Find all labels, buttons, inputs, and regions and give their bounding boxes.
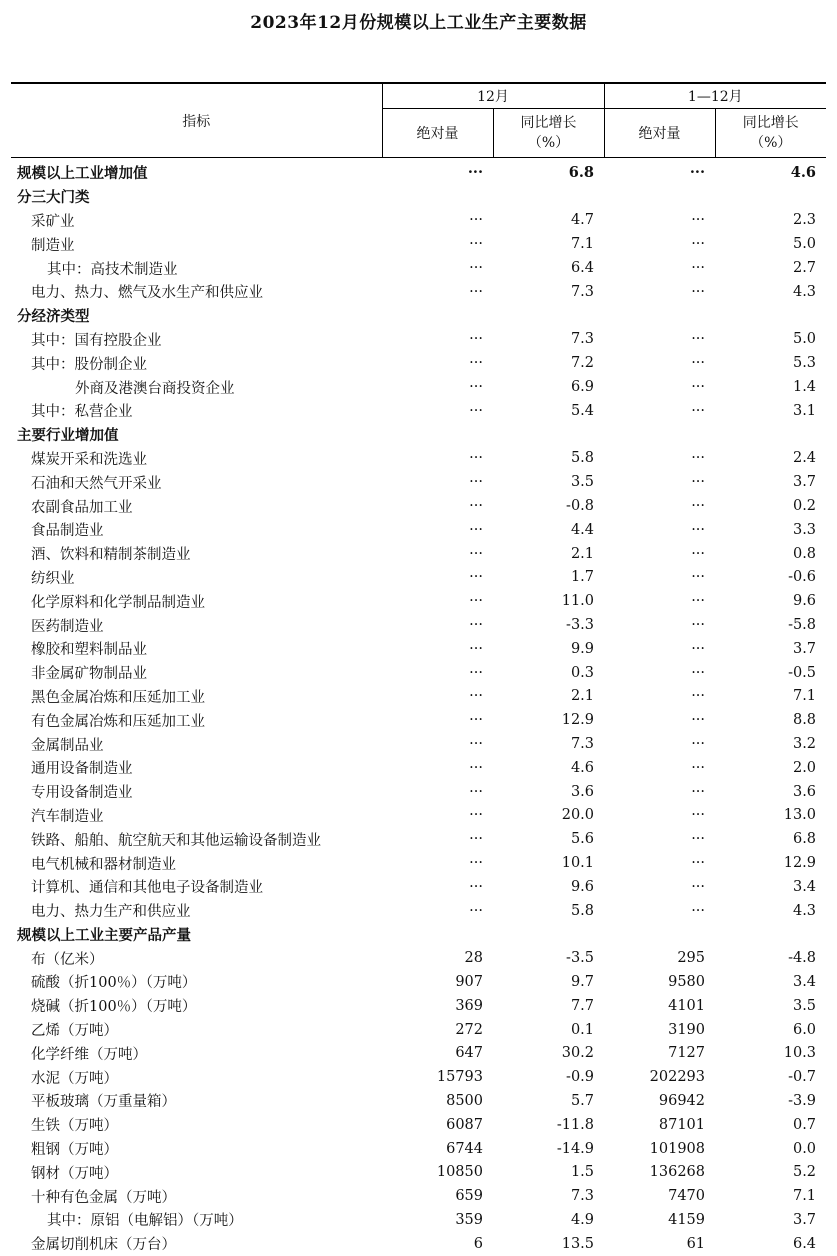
table-row — [11, 518, 826, 542]
table-row — [11, 732, 826, 756]
ytd-yoy-value: 3.3 — [792, 521, 817, 538]
ytd-yoy-value: 9.6 — [792, 593, 817, 610]
month-abs-value: 907 — [455, 973, 483, 990]
table-row — [11, 399, 826, 423]
row-indicator-name: 生铁（万吨） — [31, 1118, 118, 1135]
month-yoy-value — [493, 304, 604, 328]
month-abs-value: ··· — [469, 640, 483, 657]
month-abs-value: ··· — [469, 521, 483, 538]
ytd-abs-value: ··· — [691, 712, 706, 729]
row-indicator-name: 粗钢（万吨） — [31, 1142, 118, 1159]
month-yoy-value: 4.7 — [570, 212, 595, 229]
ytd-abs-value: ··· — [691, 902, 706, 919]
table-row — [11, 209, 826, 233]
ytd-yoy-value: 4.3 — [792, 902, 817, 919]
row-indicator-name: 制造业 — [31, 237, 75, 254]
row-indicator-name: 其中：高技术制造业 — [47, 261, 178, 278]
table-row — [11, 780, 826, 804]
month-yoy-value: 1.7 — [570, 569, 595, 586]
month-yoy-value: 7.7 — [570, 997, 595, 1014]
month-yoy-value: 11.0 — [561, 593, 595, 610]
month-abs-value: 8500 — [446, 1092, 483, 1109]
table-row — [11, 827, 826, 851]
row-indicator-name: 专用设备制造业 — [31, 785, 133, 802]
table-row — [11, 232, 826, 256]
month-yoy-value: 12.9 — [561, 712, 595, 729]
month-yoy-value: 9.6 — [570, 878, 595, 895]
table-row — [11, 256, 826, 280]
month-abs-value: ··· — [469, 902, 483, 919]
month-abs-value: 6 — [473, 1235, 483, 1252]
month-abs-value: 6087 — [446, 1116, 483, 1133]
ytd-yoy-value: -0.6 — [788, 569, 817, 586]
month-abs-value: ··· — [469, 355, 483, 372]
month-abs-value: ··· — [469, 283, 483, 300]
table-row — [11, 1232, 826, 1256]
ytd-abs-value — [604, 304, 715, 328]
month-abs-value: ··· — [469, 545, 483, 562]
ytd-abs-value: ··· — [691, 688, 706, 705]
ytd-yoy-value: 5.2 — [792, 1164, 817, 1181]
row-indicator-name: 规模以上工业增加值 — [17, 165, 148, 183]
table-row — [11, 185, 826, 209]
table-row — [11, 566, 826, 590]
month-yoy-value: 3.6 — [570, 783, 595, 800]
month-yoy-value: 6.9 — [570, 379, 595, 396]
table-row — [11, 637, 826, 661]
ytd-yoy-value: 5.0 — [792, 331, 817, 348]
ytd-yoy-value: 2.7 — [792, 260, 817, 277]
month-abs-value: ··· — [469, 593, 483, 610]
ytd-abs-value: ··· — [691, 355, 706, 372]
ytd-abs-value: ··· — [691, 759, 706, 776]
ytd-abs-header — [604, 109, 715, 158]
table-row — [11, 946, 826, 970]
yoy-label: 同比增长 — [742, 115, 799, 131]
ytd-abs-value: ··· — [691, 521, 706, 538]
ytd-abs-value: ··· — [691, 260, 706, 277]
ytd-abs-value: ··· — [691, 450, 706, 467]
row-indicator-name: 其中：股份制企业 — [31, 356, 147, 373]
ytd-abs-value: 9580 — [668, 973, 706, 990]
month-yoy-value: 7.1 — [570, 236, 595, 253]
row-indicator-name: 农副食品加工业 — [31, 499, 133, 516]
table-row — [11, 661, 826, 685]
ytd-yoy-value: 3.7 — [792, 1211, 817, 1228]
month-yoy-value — [493, 185, 604, 209]
ytd-yoy-value: 0.7 — [792, 1116, 817, 1133]
row-indicator-name: 分经济类型 — [17, 308, 90, 326]
ytd-yoy-value: 4.6 — [790, 164, 817, 182]
row-indicator-name: 主要行业增加值 — [17, 427, 119, 445]
ytd-abs-value: ··· — [691, 664, 706, 681]
ytd-yoy-value: 4.3 — [792, 283, 817, 300]
ytd-abs-value: ··· — [691, 331, 706, 348]
table-row — [11, 304, 826, 328]
month-yoy-value — [493, 923, 604, 947]
month-yoy-value: 5.8 — [570, 902, 595, 919]
ytd-abs-value: ··· — [691, 593, 706, 610]
row-indicator-name: 化学纤维（万吨） — [31, 1046, 147, 1063]
ytd-abs-value — [604, 423, 715, 447]
ytd-abs-value: 87101 — [658, 1116, 706, 1133]
ytd-abs-value: 3190 — [668, 1021, 706, 1038]
month-yoy-header — [493, 109, 604, 158]
ytd-yoy-value: 3.5 — [792, 997, 817, 1014]
table-row — [11, 375, 826, 399]
ytd-abs-value: ··· — [689, 164, 706, 182]
month-abs-value: 359 — [455, 1211, 483, 1228]
month-yoy-value: 6.4 — [570, 260, 595, 277]
month-abs-value — [382, 185, 493, 209]
month-yoy-value: 2.1 — [570, 688, 595, 705]
month-yoy-value: 5.7 — [570, 1092, 595, 1109]
month-yoy-value: 4.9 — [570, 1211, 595, 1228]
month-yoy-value: 9.9 — [570, 640, 595, 657]
month-yoy-value: -11.8 — [556, 1116, 595, 1133]
industrial-data-table — [11, 82, 826, 1256]
ytd-yoy-value: -5.8 — [788, 617, 817, 634]
table-row — [11, 423, 826, 447]
month-abs-value: ··· — [469, 712, 483, 729]
month-yoy-value: 0.1 — [570, 1021, 595, 1038]
yoy-unit-label: （%） — [750, 135, 792, 151]
month-yoy-value: 7.3 — [570, 736, 595, 753]
month-yoy-value: 7.2 — [570, 355, 595, 372]
ytd-yoy-value: 3.7 — [792, 474, 817, 491]
ytd-yoy-value: 7.1 — [792, 688, 817, 705]
month-yoy-value: 30.2 — [561, 1045, 595, 1062]
ytd-yoy-value: 0.2 — [792, 498, 817, 515]
month-yoy-value: 4.4 — [570, 521, 595, 538]
ytd-yoy-value: -3.9 — [788, 1092, 817, 1109]
table-row — [11, 708, 826, 732]
ytd-abs-value — [604, 185, 715, 209]
ytd-yoy-value: 3.2 — [792, 736, 817, 753]
month-yoy-value: 7.3 — [570, 1188, 595, 1205]
row-indicator-name: 化学原料和化学制品制造业 — [31, 594, 205, 611]
ytd-abs-value: 4159 — [668, 1211, 706, 1228]
month-abs-value: 647 — [455, 1045, 483, 1062]
row-indicator-name: 通用设备制造业 — [31, 761, 133, 778]
month-abs-value — [382, 304, 493, 328]
month-abs-value: 6744 — [446, 1140, 483, 1157]
table-row — [11, 875, 826, 899]
month-yoy-value: 6.8 — [568, 164, 595, 182]
month-abs-value: 28 — [464, 950, 483, 967]
month-abs-value: ··· — [469, 331, 483, 348]
row-indicator-name: 烧碱（折100％）（万吨） — [31, 999, 197, 1016]
row-indicator-name: 汽车制造业 — [31, 808, 104, 825]
ytd-abs-value: ··· — [691, 212, 706, 229]
ytd-abs-value: ··· — [691, 736, 706, 753]
abs-label: 绝对量 — [638, 126, 681, 142]
table-row — [11, 613, 826, 637]
month-yoy-value: 9.7 — [570, 973, 595, 990]
month-abs-value: 272 — [455, 1021, 483, 1038]
table-row — [11, 328, 826, 352]
month-abs-value: ··· — [469, 379, 483, 396]
month-abs-value — [382, 423, 493, 447]
row-indicator-name: 黑色金属冶炼和压延加工业 — [31, 689, 205, 706]
ytd-yoy-value: 5.0 — [792, 236, 817, 253]
ytd-abs-value: ··· — [691, 783, 706, 800]
row-indicator-name: 煤炭开采和洗选业 — [31, 451, 147, 468]
ytd-abs-value: ··· — [691, 831, 706, 848]
ytd-abs-value: ··· — [691, 379, 706, 396]
table-row — [11, 1018, 826, 1042]
ytd-yoy-value: 6.4 — [792, 1235, 817, 1252]
table-row — [11, 1089, 826, 1113]
row-indicator-name: 分三大门类 — [17, 189, 90, 207]
ytd-yoy-value: 2.4 — [792, 450, 817, 467]
row-indicator-name: 金属切削机床（万台） — [31, 1237, 176, 1254]
ytd-yoy-value — [715, 923, 826, 947]
abs-label: 绝对量 — [416, 126, 459, 142]
row-indicator-name: 电力、热力生产和供应业 — [31, 904, 191, 921]
table-row — [11, 542, 826, 566]
table-row — [11, 923, 826, 947]
table-row — [11, 589, 826, 613]
month-yoy-value: 7.3 — [570, 283, 595, 300]
ytd-yoy-value: 13.0 — [783, 807, 817, 824]
month-yoy-value: -0.9 — [566, 1069, 595, 1086]
table-row — [11, 280, 826, 304]
ytd-abs-value: ··· — [691, 807, 706, 824]
month-abs-value: ··· — [469, 450, 483, 467]
ytd-yoy-value: 3.7 — [792, 640, 817, 657]
table-row — [11, 756, 826, 780]
ytd-abs-value: ··· — [691, 402, 706, 419]
row-indicator-name: 平板玻璃（万重量箱） — [31, 1094, 176, 1111]
month-abs-value: ··· — [469, 402, 483, 419]
row-indicator-name: 电力、热力、燃气及水生产和供应业 — [31, 285, 263, 302]
month-abs-value: ··· — [469, 498, 483, 515]
month-abs-value — [382, 923, 493, 947]
ytd-yoy-value: 3.4 — [792, 878, 817, 895]
ytd-abs-value: 4101 — [668, 997, 706, 1014]
yoy-unit-label: （%） — [527, 135, 570, 151]
month-yoy-value: 13.5 — [561, 1235, 595, 1252]
ytd-yoy-value — [715, 423, 826, 447]
ytd-abs-value: ··· — [691, 878, 706, 895]
month-abs-header — [382, 109, 493, 158]
month-yoy-value: -14.9 — [556, 1140, 595, 1157]
ytd-abs-value: 96942 — [658, 1092, 706, 1109]
month-yoy-value: -3.5 — [566, 950, 595, 967]
month-yoy-value: 0.3 — [570, 664, 595, 681]
table-row — [11, 1160, 826, 1184]
ytd-abs-value: 7470 — [668, 1188, 706, 1205]
page-title: 2023年12月份规模以上工业生产主要数据 — [250, 13, 587, 33]
ytd-abs-value — [604, 923, 715, 947]
row-indicator-name: 其中：国有控股企业 — [31, 332, 162, 349]
month-abs-value: ··· — [469, 212, 483, 229]
ytd-group-header: 1—12月 — [604, 83, 826, 109]
table-row — [11, 351, 826, 375]
month-abs-value: ··· — [467, 164, 483, 182]
row-indicator-name: 硫酸（折100％）（万吨） — [31, 975, 197, 992]
row-indicator-name: 非金属矿物制品业 — [31, 666, 147, 683]
month-abs-value: ··· — [469, 236, 483, 253]
month-yoy-value: 7.3 — [570, 331, 595, 348]
month-abs-value: 659 — [455, 1188, 483, 1205]
ytd-yoy-value: 6.8 — [792, 831, 817, 848]
month-yoy-value: 1.5 — [570, 1164, 595, 1181]
table-row — [11, 851, 826, 875]
month-abs-value: ··· — [469, 569, 483, 586]
month-yoy-value — [493, 423, 604, 447]
ytd-abs-value: 295 — [677, 950, 706, 967]
table-row — [11, 994, 826, 1018]
ytd-yoy-value: 12.9 — [783, 855, 817, 871]
row-indicator-name: 酒、饮料和精制茶制造业 — [31, 547, 191, 564]
ytd-abs-value: ··· — [691, 498, 706, 515]
month-abs-value: ··· — [469, 807, 483, 824]
row-indicator-name: 钢材（万吨） — [31, 1165, 118, 1182]
month-abs-value: 369 — [455, 997, 483, 1014]
table-row — [11, 1137, 826, 1161]
table-row — [11, 970, 826, 994]
ytd-abs-value: 136268 — [649, 1164, 706, 1181]
ytd-abs-value: ··· — [691, 855, 706, 871]
month-yoy-value: 5.8 — [570, 450, 595, 467]
month-abs-value: ··· — [469, 783, 483, 800]
ytd-abs-value: ··· — [691, 617, 706, 634]
table-row — [11, 494, 826, 518]
row-indicator-name: 其中：私营企业 — [31, 404, 133, 421]
month-yoy-value: -0.8 — [566, 498, 595, 515]
ytd-yoy-value — [715, 185, 826, 209]
ytd-yoy-value: 3.6 — [792, 783, 817, 800]
table-row — [11, 685, 826, 709]
month-abs-value: ··· — [469, 688, 483, 705]
row-indicator-name: 水泥（万吨） — [31, 1070, 118, 1087]
ytd-yoy-value: 8.8 — [792, 712, 817, 729]
ytd-yoy-value — [715, 304, 826, 328]
table-row — [11, 1208, 826, 1232]
ytd-abs-value: ··· — [691, 569, 706, 586]
month-abs-value: ··· — [469, 855, 483, 871]
ytd-yoy-value: 2.0 — [792, 759, 817, 776]
month-abs-value: ··· — [469, 736, 483, 753]
table-row — [11, 447, 826, 471]
ytd-yoy-value: -0.5 — [788, 664, 817, 681]
ytd-abs-value: ··· — [691, 545, 706, 562]
month-yoy-value: 5.4 — [570, 402, 595, 419]
month-abs-value: ··· — [469, 831, 483, 848]
month-abs-value: ··· — [469, 878, 483, 895]
table-row — [11, 1184, 826, 1208]
table-header — [11, 83, 826, 158]
ytd-abs-value: 202293 — [649, 1069, 706, 1086]
ytd-abs-value: ··· — [691, 474, 706, 491]
yoy-label: 同比增长 — [520, 115, 577, 131]
ytd-yoy-value: -0.7 — [788, 1069, 817, 1086]
table-body — [11, 158, 826, 1256]
month-abs-value: ··· — [469, 260, 483, 277]
ytd-yoy-value: -4.8 — [788, 950, 817, 967]
month-abs-value: 15793 — [436, 1069, 483, 1086]
row-indicator-name: 金属制品业 — [31, 737, 104, 754]
ytd-yoy-value: 6.0 — [792, 1021, 817, 1038]
ytd-yoy-value: 1.4 — [792, 379, 817, 396]
month-group-header: 12月 — [382, 83, 604, 109]
row-indicator-name: 电气机械和器材制造业 — [31, 856, 176, 873]
row-indicator-name: 石油和天然气开采业 — [31, 475, 162, 492]
ytd-abs-value: 7127 — [668, 1045, 706, 1062]
ytd-abs-value: ··· — [691, 283, 706, 300]
ytd-abs-value: 61 — [686, 1235, 706, 1252]
ytd-abs-value: ··· — [691, 640, 706, 657]
month-yoy-value: 4.6 — [570, 759, 595, 776]
row-indicator-name: 铁路、船舶、航空航天和其他运输设备制造业 — [31, 832, 321, 849]
month-abs-value: ··· — [469, 664, 483, 681]
ytd-abs-value: 101908 — [649, 1140, 706, 1157]
table-row — [11, 1065, 826, 1089]
table-row — [11, 1113, 826, 1137]
table-row — [11, 804, 826, 828]
ytd-yoy-value: 10.3 — [783, 1045, 817, 1062]
month-abs-value: ··· — [469, 617, 483, 634]
month-abs-value: ··· — [469, 759, 483, 776]
row-indicator-name: 医药制造业 — [31, 618, 104, 635]
month-yoy-value: 10.1 — [561, 855, 595, 871]
ytd-yoy-value: 2.3 — [792, 212, 817, 229]
ytd-abs-value: ··· — [691, 236, 706, 253]
row-indicator-name: 外商及港澳台商投资企业 — [75, 380, 235, 397]
table-row — [11, 158, 826, 185]
month-yoy-value: 20.0 — [561, 807, 595, 824]
table-row — [11, 1041, 826, 1065]
table-row — [11, 899, 826, 923]
row-indicator-name: 有色金属冶炼和压延加工业 — [31, 713, 205, 730]
month-yoy-value: 5.6 — [570, 831, 595, 848]
row-indicator-name: 纺织业 — [31, 570, 75, 587]
month-abs-value: ··· — [469, 474, 483, 491]
row-indicator-name: 乙烯（万吨） — [31, 1023, 118, 1040]
ytd-yoy-value: 3.1 — [792, 402, 817, 419]
table-row — [11, 470, 826, 494]
month-yoy-value: 3.5 — [570, 474, 595, 491]
indicator-header: 指标 — [11, 83, 382, 158]
month-abs-value: 10850 — [436, 1164, 483, 1181]
ytd-yoy-header — [715, 109, 826, 158]
row-indicator-name: 其中：原铝（电解铝）（万吨） — [47, 1213, 243, 1230]
ytd-yoy-value: 3.4 — [792, 973, 817, 990]
row-indicator-name: 规模以上工业主要产品产量 — [17, 926, 191, 944]
month-yoy-value: -3.3 — [566, 617, 595, 634]
month-yoy-value: 2.1 — [570, 545, 595, 562]
row-indicator-name: 计算机、通信和其他电子设备制造业 — [31, 880, 263, 897]
row-indicator-name: 布（亿米） — [31, 951, 104, 968]
ytd-yoy-value: 7.1 — [792, 1188, 817, 1205]
ytd-yoy-value: 0.8 — [792, 545, 817, 562]
ytd-yoy-value: 0.0 — [792, 1140, 817, 1157]
row-indicator-name: 橡胶和塑料制品业 — [31, 642, 147, 659]
row-indicator-name: 食品制造业 — [31, 523, 104, 540]
row-indicator-name: 十种有色金属（万吨） — [31, 1189, 176, 1206]
ytd-yoy-value: 5.3 — [792, 355, 817, 372]
row-indicator-name: 采矿业 — [31, 213, 75, 230]
